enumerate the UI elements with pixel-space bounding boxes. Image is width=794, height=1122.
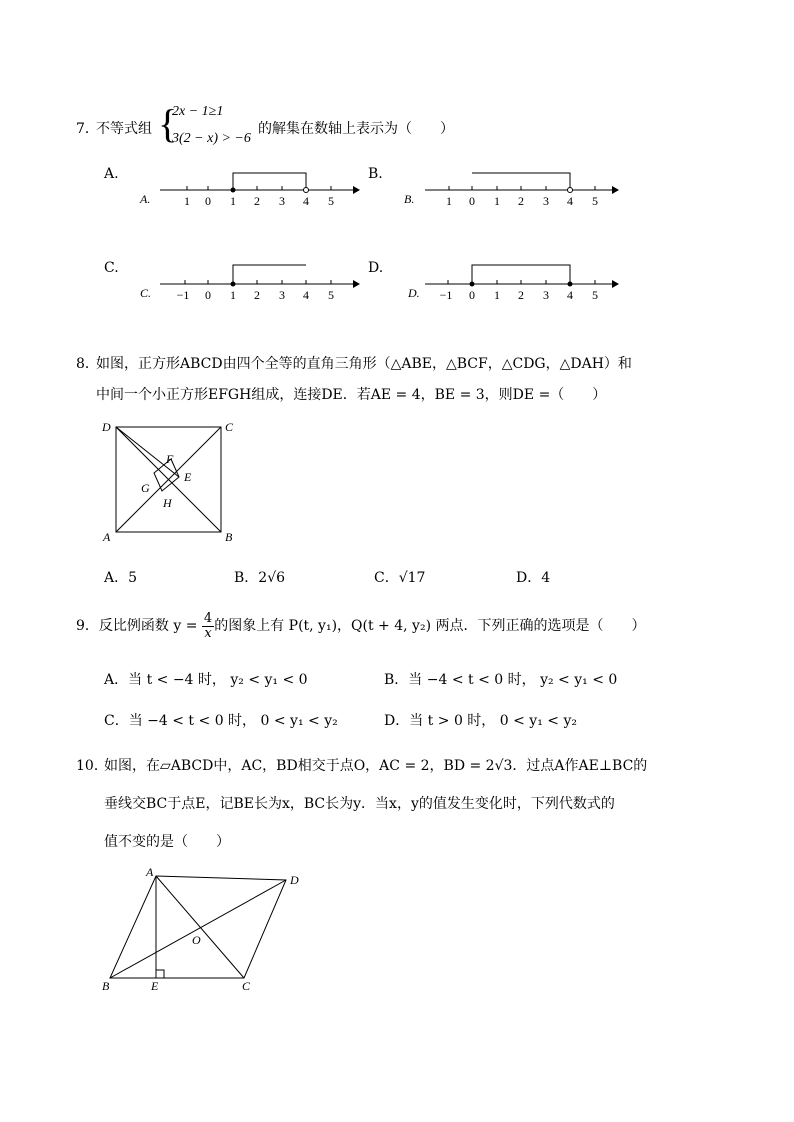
q8-option-c [374, 567, 425, 587]
q7-d-tick-3: 2 [518, 288, 524, 302]
q8-option-d-value: 4 [541, 570, 551, 586]
q9-frac-denominator: x [204, 625, 212, 641]
q9-frac-numerator: 4 [203, 610, 213, 626]
q9-stem-after: 的图象上有 P(t, y₁)，Q(t + 4, y₂) 两点．下列正确的选项是（ ） [214, 618, 646, 634]
q9-option-d [384, 710, 577, 730]
q8-option-a [104, 567, 137, 587]
q9-option-b [384, 669, 617, 689]
q8-option-a-label: A． [104, 570, 129, 586]
q10-stem-line2: 垂线交BC于点E，记BE长为x，BC长为y．当x，y的值发生变化时，下列代数式的 [104, 796, 615, 812]
q8-option-c-value: √17 [398, 570, 426, 586]
q8-stem-line2: 中间一个小正方形EFGH组成，连接DE．若AE = 4，BE = 3，则DE =（ ） [96, 387, 607, 403]
q8-option-c-label: C． [374, 570, 399, 586]
q8-label-f: F [166, 452, 174, 466]
q7-d-tick-5: 4 [567, 288, 573, 302]
q7-d-tick-1: 0 [469, 288, 475, 302]
q7-option-b-label: B. [368, 166, 383, 182]
q8-number: 8． [76, 356, 99, 372]
q9-option-a [104, 669, 308, 689]
q7-c-axis-letter: C. [140, 286, 152, 300]
q7-number-line-d [400, 259, 625, 309]
q8-label-a: A [103, 530, 111, 544]
q7-b-tick-4: 3 [543, 194, 549, 208]
q7-c-tick-3: 2 [254, 288, 260, 302]
q8-label-d: D [102, 420, 111, 434]
q7-ineq2: 3(2 − x) > −6 [172, 131, 251, 146]
q10-number: 10． [76, 758, 108, 774]
q7-number: 7． [76, 121, 99, 137]
q8-label-e: E [184, 470, 192, 484]
q7-d-tick-0: −1 [439, 288, 453, 302]
q7-number-line-a [135, 165, 360, 215]
q7-option-c-label: C. [104, 260, 119, 276]
q8-option-b-label: B． [234, 570, 259, 586]
q9-option-b-text: 当 −4 < t < 0 时， y₂ < y₁ < 0 [408, 672, 618, 688]
q8-option-b-value: 2√6 [258, 570, 286, 586]
q9-option-d-label: D． [384, 713, 410, 729]
q10-stem-line1: 如图，在▱ABCD中，AC，BD相交于点O，AC = 2，BD = 2√3．过点A作AE⊥BC的 [104, 758, 648, 774]
q8-label-b: B [225, 530, 233, 544]
q7-option-a-label: A. [104, 166, 119, 182]
q9-option-c-text: 当 −4 < t < 0 时， 0 < y₁ < y₂ [128, 713, 338, 729]
q7-a-axis-letter: A. [140, 192, 151, 206]
q10-label-a: A [146, 865, 154, 879]
q9-option-c [104, 710, 338, 730]
q7-d-tick-2: 1 [494, 288, 500, 302]
q10-parallelogram-figure [96, 862, 316, 997]
q8-option-b [234, 567, 285, 587]
q7-c-tick-0: −1 [176, 288, 190, 302]
q7-a-tick-3: 2 [254, 194, 260, 208]
q9-option-d-text: 当 t > 0 时， 0 < y₁ < y₂ [409, 713, 577, 729]
q8-square-figure [98, 415, 248, 550]
q10-label-e: E [151, 979, 159, 993]
q7-option-d-label: D. [368, 260, 384, 276]
q8-option-d-label: D． [516, 570, 542, 586]
q7-a-tick-1: 0 [205, 194, 211, 208]
q7-d-axis-letter: D. [408, 286, 420, 300]
q9-number: 9． [76, 618, 99, 634]
q8-option-a-value: 5 [128, 570, 138, 586]
q7-b-tick-6: 5 [592, 194, 598, 208]
q7-a-tick-6: 5 [328, 194, 334, 208]
q7-a-tick-0: 1 [184, 194, 190, 208]
q7-c-tick-4: 3 [279, 288, 285, 302]
q7-stem-after: 的解集在数轴上表示为（ ） [258, 121, 454, 137]
q7-c-tick-5: 4 [303, 288, 309, 302]
q10-label-o: O [192, 933, 201, 947]
q8-label-h: H [163, 496, 172, 510]
q7-b-axis-letter: B. [404, 192, 415, 206]
q7-a-tick-4: 3 [279, 194, 285, 208]
q7-b-tick-2: 1 [494, 194, 500, 208]
q7-d-tick-6: 5 [592, 288, 598, 302]
q9-stem-before: 反比例函数 y = [98, 618, 198, 634]
q8-option-d [516, 567, 550, 587]
q9-option-c-label: C． [104, 713, 129, 729]
q7-c-tick-2: 1 [230, 288, 236, 302]
q7-c-tick-6: 5 [328, 288, 334, 302]
q7-c-tick-1: 0 [205, 288, 211, 302]
q7-brace: { [158, 101, 178, 146]
q10-stem-line3: 值不变的是（ ） [104, 834, 230, 850]
q8-stem-line1: 如图，正方形ABCD由四个全等的直角三角形（△ABE，△BCF，△CDG，△DAH）和 [96, 356, 632, 372]
q7-a-tick-5: 4 [303, 194, 309, 208]
q7-stem-before: 不等式组 [96, 121, 152, 137]
q8-label-c: C [225, 420, 234, 434]
q9-fraction [202, 612, 214, 641]
q7-ineq1: 2x − 1≥1 [172, 104, 224, 119]
q9-option-a-text: 当 t < −4 时， y₂ < y₁ < 0 [128, 672, 308, 688]
q10-label-c: C [242, 979, 251, 993]
q7-b-tick-1: 0 [469, 194, 475, 208]
q10-label-d: D [290, 873, 299, 887]
q7-number-line-c [135, 259, 360, 309]
q9-stem [76, 611, 645, 641]
q7-number-line-b [400, 165, 625, 215]
q7-a-tick-2: 1 [230, 194, 236, 208]
q9-option-b-label: B． [384, 672, 409, 688]
q7-d-tick-4: 3 [543, 288, 549, 302]
q7-b-tick-3: 2 [518, 194, 524, 208]
q7-b-tick-5: 4 [567, 194, 573, 208]
q7-b-tick-0: 1 [446, 194, 452, 208]
q10-label-b: B [102, 979, 110, 993]
q8-label-g: G [141, 481, 150, 495]
q9-option-a-label: A． [104, 672, 129, 688]
